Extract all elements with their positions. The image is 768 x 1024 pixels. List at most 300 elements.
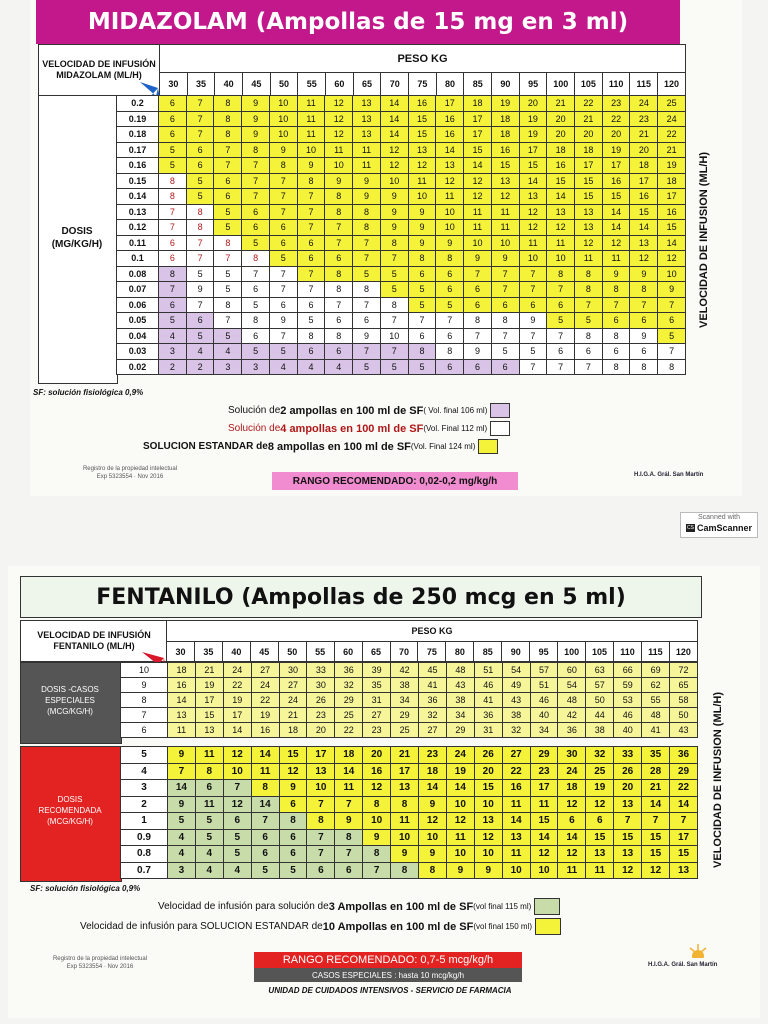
value-cell: 41 — [642, 723, 670, 738]
value-cell: 7 — [353, 235, 381, 251]
dose-cell: 9 — [121, 678, 168, 693]
value-cell: 23 — [363, 723, 391, 738]
value-cell: 21 — [391, 747, 419, 764]
value-cell: 15 — [670, 846, 698, 863]
value-cell: 63 — [586, 663, 614, 678]
value-cell: 15 — [575, 173, 603, 189]
value-cell: 14 — [168, 780, 196, 797]
value-cell: 9 — [380, 220, 408, 236]
value-cell: 5 — [223, 829, 251, 846]
value-cell: 5 — [408, 297, 436, 313]
value-cell: 9 — [353, 189, 381, 205]
value-cell: 13 — [408, 142, 436, 158]
value-cell: 41 — [474, 693, 502, 708]
value-cell: 12 — [558, 796, 586, 813]
value-cell: 7 — [575, 297, 603, 313]
value-cell: 9 — [325, 173, 353, 189]
value-cell: 20 — [474, 763, 502, 780]
value-cell: 38 — [446, 693, 474, 708]
value-cell: 7 — [325, 220, 353, 236]
weight-header-cell: 40 — [222, 642, 250, 662]
value-cell: 12 — [223, 796, 251, 813]
value-cell: 18 — [630, 158, 658, 174]
value-cell: 10 — [519, 251, 547, 267]
table-row — [117, 344, 686, 360]
value-cell: 43 — [670, 723, 698, 738]
value-cell: 22 — [670, 780, 698, 797]
value-cell: 12 — [380, 142, 408, 158]
value-cell: 9 — [380, 189, 408, 205]
table-row — [117, 189, 686, 205]
value-cell: 15 — [408, 127, 436, 143]
value-cell: 10 — [464, 235, 492, 251]
value-cell: 7 — [547, 359, 575, 375]
value-cell: 5 — [186, 173, 214, 189]
value-cell: 48 — [446, 663, 474, 678]
fentanilo-title: FENTANILO (Ampollas de 250 mcg en 5 ml) — [20, 576, 702, 618]
value-cell: 23 — [530, 763, 558, 780]
value-cell: 29 — [446, 723, 474, 738]
value-cell: 10 — [658, 266, 686, 282]
fentanilo-recomendada-label: DOSIS RECOMENDADA (MCG/KG/H) — [38, 795, 102, 826]
value-cell: 19 — [602, 142, 630, 158]
value-cell: 8 — [307, 813, 335, 830]
value-cell: 22 — [335, 723, 363, 738]
value-cell: 12 — [325, 111, 353, 127]
value-cell: 10 — [547, 251, 575, 267]
value-cell: 51 — [530, 678, 558, 693]
value-cell: 11 — [251, 763, 279, 780]
midazolam-logo: H.I.G.A. Grál. San Martín — [634, 472, 704, 478]
value-cell: 15 — [195, 708, 223, 723]
hospital-logo-icon — [686, 942, 710, 958]
value-cell: 7 — [297, 266, 325, 282]
value-cell: 57 — [586, 678, 614, 693]
value-cell: 13 — [502, 829, 530, 846]
value-cell: 7 — [464, 328, 492, 344]
value-cell: 9 — [297, 158, 325, 174]
value-cell: 24 — [223, 663, 251, 678]
value-cell: 34 — [391, 693, 419, 708]
dose-cell: 0.05 — [117, 313, 159, 329]
value-cell: 11 — [297, 96, 325, 112]
dose-cell: 0.18 — [117, 127, 159, 143]
value-cell: 6 — [223, 813, 251, 830]
value-cell: 7 — [242, 158, 270, 174]
dose-cell: 0.04 — [117, 328, 159, 344]
value-cell: 13 — [614, 846, 642, 863]
value-cell: 8 — [408, 344, 436, 360]
value-cell: 26 — [614, 763, 642, 780]
value-cell: 9 — [446, 862, 474, 879]
value-cell: 15 — [474, 780, 502, 797]
value-cell: 9 — [269, 142, 297, 158]
value-cell: 8 — [602, 359, 630, 375]
value-cell: 5 — [380, 359, 408, 375]
value-cell: 6 — [630, 313, 658, 329]
weight-header-cell: 80 — [436, 73, 464, 96]
value-cell: 20 — [307, 723, 335, 738]
value-cell: 12 — [602, 235, 630, 251]
value-cell: 9 — [335, 813, 363, 830]
value-cell: 6 — [307, 862, 335, 879]
value-cell: 12 — [474, 829, 502, 846]
value-cell: 8 — [464, 313, 492, 329]
value-cell: 9 — [168, 747, 196, 764]
value-cell: 11 — [446, 829, 474, 846]
value-cell: 7 — [519, 359, 547, 375]
value-cell: 43 — [502, 693, 530, 708]
table-row — [121, 829, 698, 846]
value-cell: 7 — [186, 235, 214, 251]
value-cell: 6 — [159, 127, 187, 143]
value-cell: 18 — [335, 747, 363, 764]
value-cell: 17 — [391, 763, 419, 780]
value-cell: 17 — [602, 158, 630, 174]
value-cell: 13 — [353, 127, 381, 143]
value-cell: 11 — [464, 220, 492, 236]
table-row — [121, 663, 698, 678]
value-cell: 32 — [335, 678, 363, 693]
value-cell: 9 — [242, 111, 270, 127]
value-cell: 10 — [530, 862, 558, 879]
value-cell: 19 — [491, 96, 519, 112]
value-cell: 7 — [297, 204, 325, 220]
value-cell: 9 — [279, 780, 307, 797]
value-cell: 11 — [436, 189, 464, 205]
value-cell: 3 — [242, 359, 270, 375]
value-cell: 12 — [575, 235, 603, 251]
value-cell: 23 — [630, 111, 658, 127]
value-cell: 44 — [586, 708, 614, 723]
value-cell: 10 — [380, 328, 408, 344]
value-cell: 14 — [168, 693, 196, 708]
value-cell: 4 — [269, 359, 297, 375]
value-cell: 13 — [630, 235, 658, 251]
value-cell: 14 — [642, 796, 670, 813]
value-cell: 14 — [547, 189, 575, 205]
value-cell: 11 — [491, 220, 519, 236]
value-cell: 21 — [575, 111, 603, 127]
value-cell: 7 — [269, 266, 297, 282]
value-cell: 4 — [195, 846, 223, 863]
value-cell: 10 — [474, 846, 502, 863]
value-cell: 18 — [168, 663, 196, 678]
value-cell: 6 — [325, 251, 353, 267]
fentanilo-sf-note: SF: solución fisiológica 0,9% — [30, 884, 141, 893]
value-cell: 16 — [408, 96, 436, 112]
value-cell: 7 — [335, 846, 363, 863]
weight-header-cell: 95 — [519, 73, 547, 96]
weight-header-cell: 115 — [630, 73, 658, 96]
legend-volume: (vol final 150 ml) — [473, 922, 533, 931]
dose-cell: 0.19 — [117, 111, 159, 127]
fentanilo-especial-label: DOSIS -CASOS ESPECIALES (MCG/KG/H) — [41, 685, 99, 716]
value-cell: 15 — [614, 829, 642, 846]
value-cell: 15 — [630, 204, 658, 220]
value-cell: 8 — [575, 328, 603, 344]
value-cell: 6 — [335, 862, 363, 879]
value-cell: 7 — [186, 251, 214, 267]
value-cell: 14 — [380, 96, 408, 112]
value-cell: 7 — [214, 251, 242, 267]
value-cell: 18 — [547, 142, 575, 158]
value-cell: 9 — [419, 846, 447, 863]
dose-cell: 0.8 — [121, 846, 168, 863]
value-cell: 4 — [325, 359, 353, 375]
weight-header-cell: 100 — [547, 73, 575, 96]
value-cell: 21 — [630, 127, 658, 143]
value-cell: 7 — [353, 344, 381, 360]
value-cell: 11 — [325, 142, 353, 158]
value-cell: 12 — [658, 251, 686, 267]
value-cell: 17 — [464, 127, 492, 143]
value-cell: 15 — [547, 173, 575, 189]
value-cell: 27 — [251, 663, 279, 678]
value-cell: 12 — [491, 189, 519, 205]
value-cell: 55 — [642, 693, 670, 708]
value-cell: 39 — [363, 663, 391, 678]
weight-header-cell: 30 — [167, 642, 195, 662]
value-cell: 23 — [419, 747, 447, 764]
value-cell: 6 — [436, 266, 464, 282]
value-cell: 8 — [380, 297, 408, 313]
table-row — [121, 763, 698, 780]
value-cell: 6 — [186, 313, 214, 329]
dose-cell: 0.2 — [117, 96, 159, 112]
legend-bold: 3 Ampollas en 100 ml de SF — [328, 900, 474, 913]
value-cell: 8 — [380, 235, 408, 251]
value-cell: 7 — [269, 282, 297, 298]
value-cell: 6 — [325, 313, 353, 329]
value-cell: 13 — [353, 96, 381, 112]
value-cell: 7 — [575, 359, 603, 375]
dose-cell: 4 — [121, 763, 168, 780]
value-cell: 12 — [436, 173, 464, 189]
value-cell: 7 — [519, 282, 547, 298]
value-cell: 6 — [159, 96, 187, 112]
legend-bold: 4 ampollas en 100 ml de SF — [280, 422, 424, 435]
value-cell: 10 — [474, 796, 502, 813]
value-cell: 11 — [168, 723, 196, 738]
value-cell: 9 — [436, 235, 464, 251]
value-cell: 7 — [436, 313, 464, 329]
weight-header-cell: 45 — [243, 73, 271, 96]
midazolam-velocidad-label: VELOCIDAD DE INFUSIÓN MIDAZOLAM (ML/H) — [38, 44, 160, 96]
value-cell: 19 — [195, 678, 223, 693]
value-cell: 10 — [307, 780, 335, 797]
value-cell: 15 — [642, 829, 670, 846]
value-cell: 7 — [269, 173, 297, 189]
midazolam-peso-label: PESO KG — [159, 44, 686, 73]
value-cell: 6 — [269, 220, 297, 236]
value-cell: 4 — [168, 846, 196, 863]
value-cell: 31 — [474, 723, 502, 738]
value-cell: 19 — [586, 780, 614, 797]
value-cell: 7 — [491, 328, 519, 344]
value-cell: 8 — [214, 297, 242, 313]
value-cell: 22 — [575, 96, 603, 112]
midazolam-title: MIDAZOLAM (Ampollas de 15 mg en 3 ml) — [36, 0, 680, 44]
dose-cell: 0.9 — [121, 829, 168, 846]
value-cell: 8 — [251, 780, 279, 797]
value-cell: 33 — [614, 747, 642, 764]
value-cell: 5 — [214, 204, 242, 220]
value-cell: 14 — [602, 204, 630, 220]
value-cell: 13 — [547, 204, 575, 220]
value-cell: 10 — [297, 142, 325, 158]
value-cell: 13 — [195, 723, 223, 738]
legend-row — [143, 439, 498, 454]
fentanilo-rec-table — [120, 746, 698, 879]
value-cell: 22 — [502, 763, 530, 780]
value-cell: 38 — [586, 723, 614, 738]
value-cell: 49 — [502, 678, 530, 693]
legend-text: Solución de — [228, 405, 281, 416]
value-cell: 7 — [214, 158, 242, 174]
value-cell: 24 — [251, 678, 279, 693]
value-cell: 8 — [195, 763, 223, 780]
value-cell: 7 — [159, 220, 187, 236]
value-cell: 14 — [502, 813, 530, 830]
value-cell: 13 — [391, 780, 419, 797]
value-cell: 3 — [168, 862, 196, 879]
dose-cell: 6 — [121, 723, 168, 738]
dose-cell: 8 — [121, 693, 168, 708]
value-cell: 27 — [279, 678, 307, 693]
value-cell: 24 — [446, 747, 474, 764]
value-cell: 5 — [436, 297, 464, 313]
value-cell: 5 — [186, 189, 214, 205]
value-cell: 8 — [279, 813, 307, 830]
value-cell: 17 — [519, 142, 547, 158]
value-cell: 12 — [464, 189, 492, 205]
value-cell: 8 — [575, 266, 603, 282]
value-cell: 6 — [242, 282, 270, 298]
value-cell: 8 — [353, 204, 381, 220]
fentanilo-especiales: CASOS ESPECIALES : hasta 10 mcg/kg/h — [254, 968, 522, 982]
value-cell: 8 — [297, 328, 325, 344]
value-cell: 6 — [159, 297, 187, 313]
value-cell: 17 — [307, 747, 335, 764]
value-cell: 22 — [658, 127, 686, 143]
value-cell: 2 — [159, 359, 187, 375]
value-cell: 7 — [614, 813, 642, 830]
value-cell: 18 — [464, 96, 492, 112]
value-cell: 7 — [353, 251, 381, 267]
value-cell: 8 — [214, 96, 242, 112]
value-cell: 50 — [586, 693, 614, 708]
value-cell: 29 — [391, 708, 419, 723]
value-cell: 5 — [353, 266, 381, 282]
value-cell: 10 — [436, 204, 464, 220]
value-cell: 27 — [363, 708, 391, 723]
value-cell: 15 — [279, 747, 307, 764]
value-cell: 15 — [602, 189, 630, 205]
legend-bold: 10 Ampollas en 100 ml de SF — [322, 920, 474, 933]
fentanilo-weight-header — [166, 641, 698, 662]
fentanilo-side-label: VELOCIDAD DE INFUSION (ML/H) — [712, 692, 724, 868]
value-cell: 9 — [474, 862, 502, 879]
weight-header-cell: 35 — [187, 73, 215, 96]
table-row — [121, 693, 698, 708]
value-cell: 6 — [436, 359, 464, 375]
value-cell: 17 — [630, 173, 658, 189]
value-cell: 6 — [353, 313, 381, 329]
value-cell: 16 — [168, 678, 196, 693]
value-cell: 14 — [530, 829, 558, 846]
value-cell: 30 — [279, 663, 307, 678]
weight-header-cell: 60 — [334, 642, 362, 662]
value-cell: 15 — [530, 813, 558, 830]
value-cell: 13 — [575, 220, 603, 236]
value-cell: 7 — [335, 796, 363, 813]
value-cell: 10 — [419, 829, 447, 846]
fentanilo-velocidad-label: VELOCIDAD DE INFUSIÓN FENTANILO (ML/H) — [20, 620, 168, 662]
value-cell: 34 — [446, 708, 474, 723]
scanner-badge: Scanned with CS CamScanner — [680, 512, 758, 538]
value-cell: 8 — [214, 235, 242, 251]
value-cell: 8 — [630, 359, 658, 375]
value-cell: 8 — [436, 344, 464, 360]
value-cell: 50 — [670, 708, 698, 723]
value-cell: 9 — [419, 796, 447, 813]
midazolam-dosis-label: DOSIS (MG/KG/H) — [51, 226, 103, 250]
value-cell: 7 — [642, 813, 670, 830]
legend-row — [228, 403, 510, 418]
value-cell: 5 — [159, 142, 187, 158]
table-row — [117, 96, 686, 112]
value-cell: 14 — [223, 723, 251, 738]
fentanilo-registro: Registro de la propiedad intelectual Exp 5323554 · Nov 2016 — [52, 956, 148, 970]
value-cell: 15 — [575, 189, 603, 205]
legend-swatch — [478, 439, 498, 454]
dose-cell: 0.08 — [117, 266, 159, 282]
value-cell: 6 — [586, 813, 614, 830]
value-cell: 8 — [159, 189, 187, 205]
value-cell: 15 — [491, 158, 519, 174]
value-cell: 7 — [186, 297, 214, 313]
weight-header-cell: 55 — [298, 73, 326, 96]
value-cell: 5 — [353, 359, 381, 375]
value-cell: 12 — [446, 813, 474, 830]
value-cell: 32 — [419, 708, 447, 723]
midazolam-table — [116, 95, 686, 375]
value-cell: 12 — [363, 780, 391, 797]
value-cell: 8 — [159, 266, 187, 282]
value-cell: 5 — [186, 266, 214, 282]
value-cell: 10 — [269, 127, 297, 143]
value-cell: 9 — [408, 204, 436, 220]
weight-header-cell: 85 — [474, 642, 502, 662]
value-cell: 8 — [547, 266, 575, 282]
value-cell: 10 — [269, 96, 297, 112]
value-cell: 18 — [279, 723, 307, 738]
value-cell: 20 — [630, 142, 658, 158]
legend-swatch — [535, 918, 561, 935]
value-cell: 16 — [547, 158, 575, 174]
value-cell: 13 — [474, 813, 502, 830]
value-cell: 16 — [251, 723, 279, 738]
value-cell: 46 — [530, 693, 558, 708]
value-cell: 28 — [642, 763, 670, 780]
value-cell: 9 — [408, 220, 436, 236]
value-cell: 16 — [502, 780, 530, 797]
value-cell: 7 — [519, 266, 547, 282]
value-cell: 65 — [670, 678, 698, 693]
value-cell: 9 — [464, 344, 492, 360]
value-cell: 7 — [380, 313, 408, 329]
